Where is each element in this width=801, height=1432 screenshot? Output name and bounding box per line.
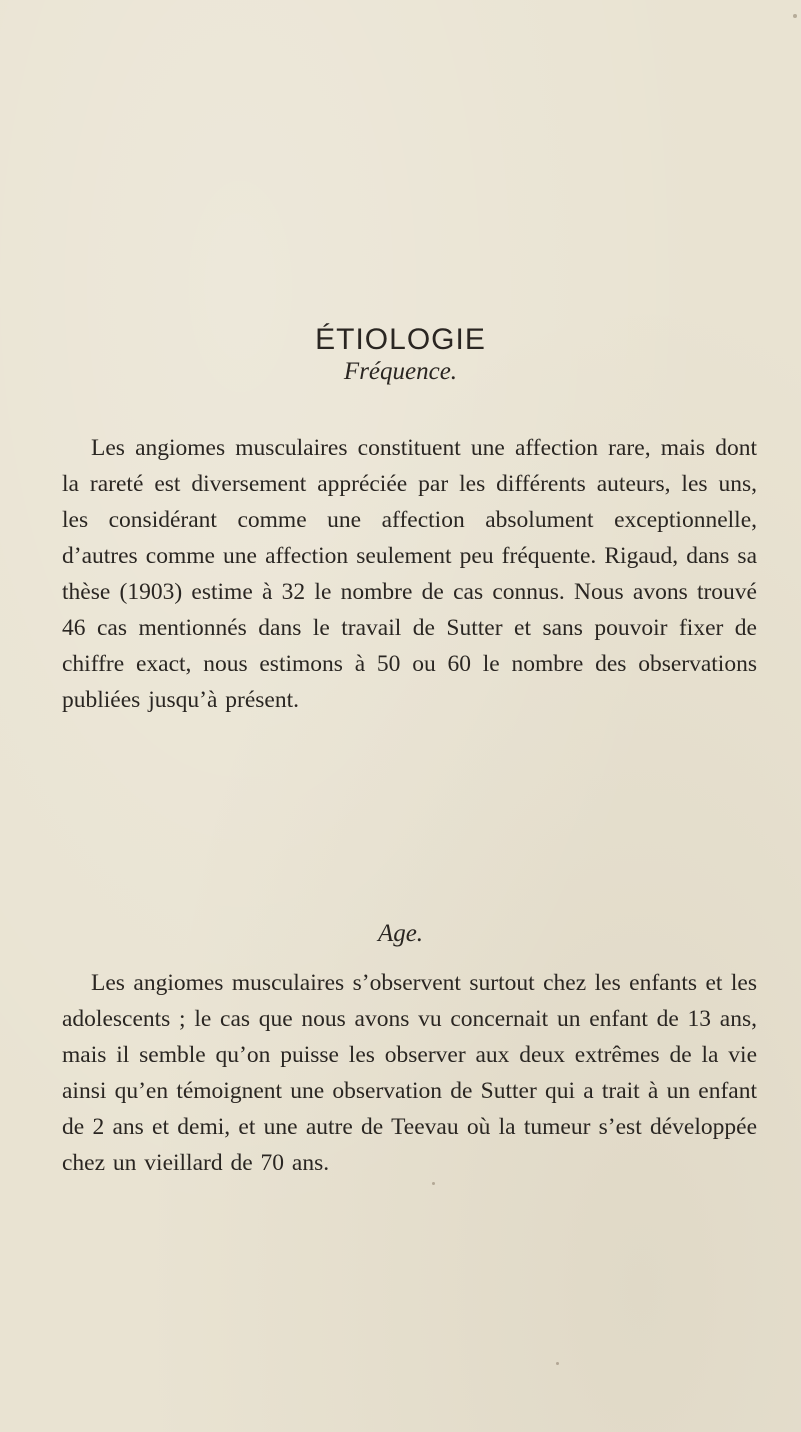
paper-speck — [432, 1182, 435, 1185]
paper-speck — [556, 1362, 559, 1365]
section-heading-age: Age. — [377, 920, 424, 947]
paragraph-frequence: Les angiomes musculaires constituent une affection rare, mais dont la rareté est diversement appréciée par les différents auteurs, les uns, les considérant comme une affection absolument exceptionnelle, d’autres comme une affection seulement peu fréquente. Rigaud, dans sa thèse (1903) estime à 32 le nombre de cas connus. Nous avons trouvé 46 cas mentionnés dans le travail de Sutter et sans pouvoir fixer de chiffre exact, nous estimons à 50 ou 60 le nombre des observations publiées jusqu’à présent. — [62, 435, 757, 713]
section-heading-frequence: Fréquence. — [343, 358, 458, 385]
chapter-title: ÉTIOLOGIE — [315, 323, 486, 356]
paragraph-age: Les angiomes musculaires s’observent surtout chez les enfants et les adolescents ; le cas que nous avons vu concernait un enfant de 13 ans, mais il semble qu’on puisse les observer aux deux extrêmes de la vie ainsi qu’en témoignent une observation de Sutter qui a trait à un enfant de 2 ans et demi, et une autre de Teevau où la tumeur s’est développée chez un vieillard de 70 ans. — [62, 970, 757, 1176]
paper-speck — [793, 14, 797, 18]
